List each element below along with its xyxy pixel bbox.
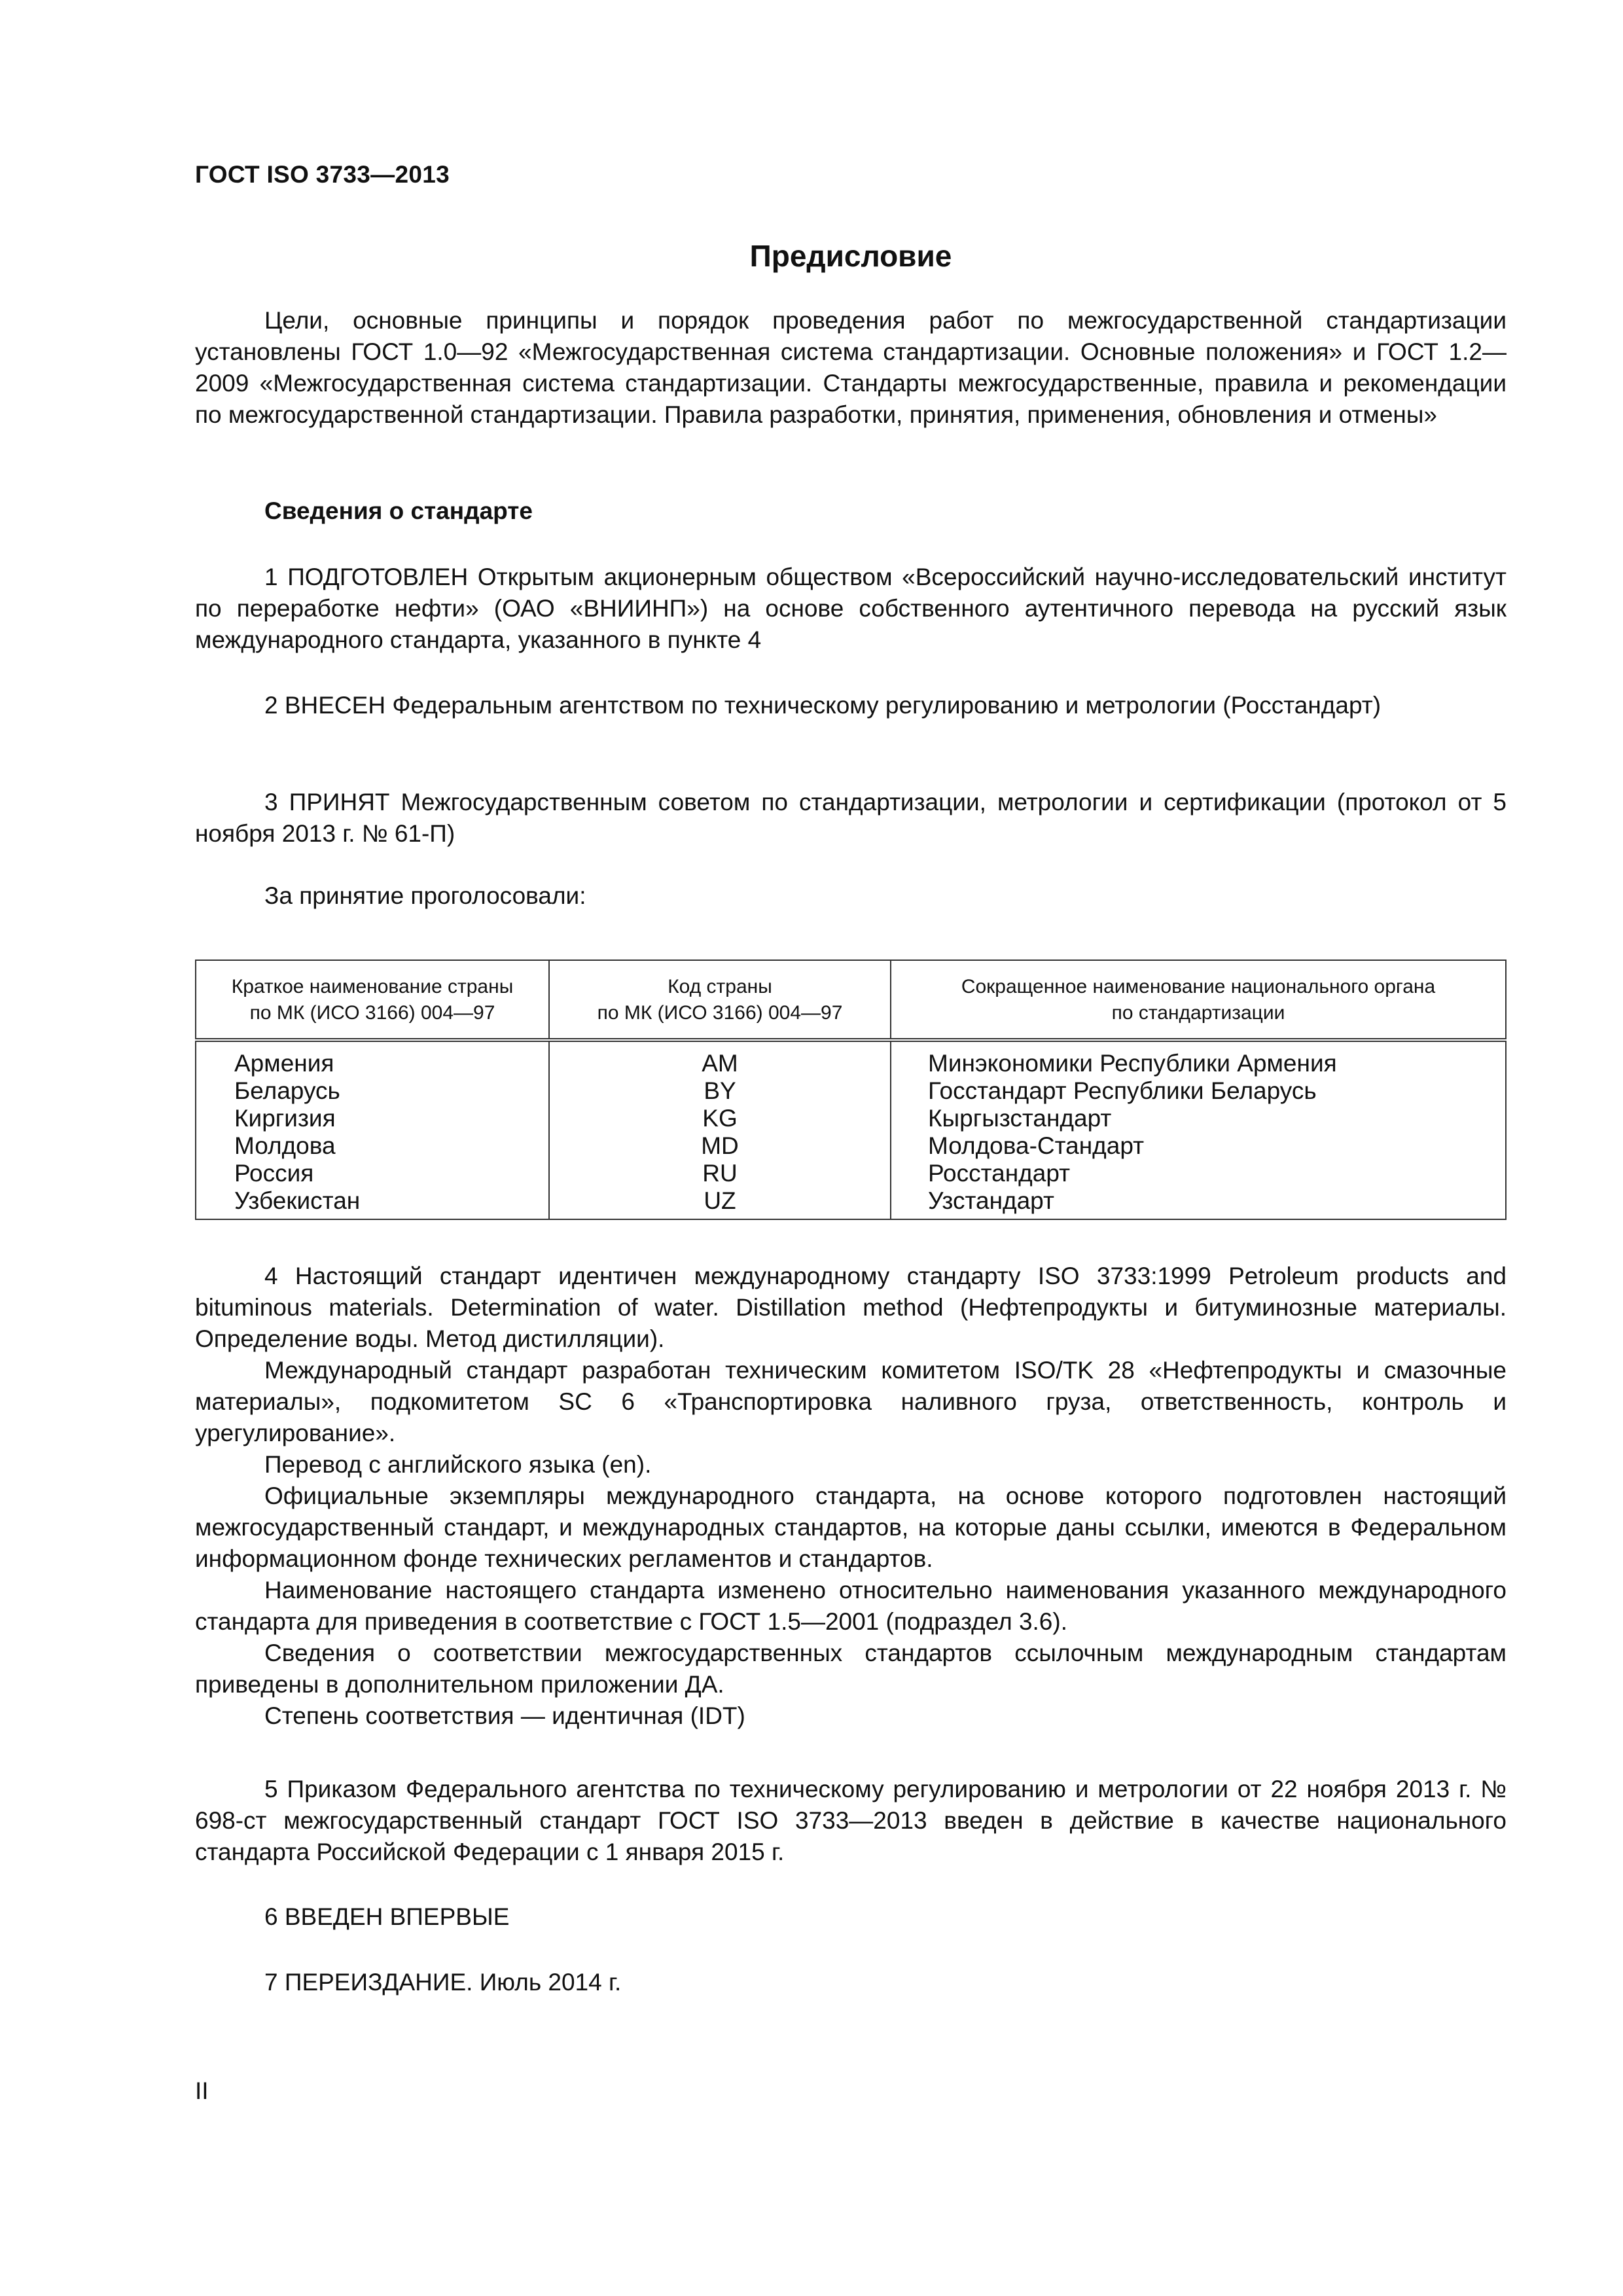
header-country-code: Код страны по МК (ИСО 3166) 004—97	[549, 960, 891, 1040]
item-2-paragraph: 2 ВНЕСЕН Федеральным агентством по техническому регулированию и метрологии (Росстандарт)	[264, 692, 1382, 719]
national-body: Госстандарт Республики Беларусь	[891, 1077, 1506, 1105]
document-id: ГОСТ ISO 3733—2013	[195, 161, 450, 188]
table-row	[196, 1187, 1506, 1219]
item-4-paragraph: Официальные экземпляры международного стандарта, на основе которого подготовлен настоящий межгосударственный стандарт, и международных стандартов, на которые даны ссылки, имеются в Федеральном информационном фонде технических регламентов и стандартов.	[195, 1482, 1507, 1572]
national-body: Росстандарт	[891, 1160, 1506, 1187]
country-name: Киргизия	[196, 1105, 549, 1132]
table-header-row	[196, 960, 1506, 1040]
table-row	[196, 1077, 1506, 1105]
country-code: MD	[549, 1132, 891, 1160]
item-5-paragraph: 5 Приказом Федерального агентства по техническому регулированию и метрологии от 22 ноября 2013 г. № 698-ст межгосударственный стандарт ГОСТ ISO 3733—2013 введен в действие в качестве национального стандарта Российской Федерации с 1 января 2015 г.	[195, 1776, 1507, 1865]
page-title: Предисловие	[749, 239, 952, 273]
table-row	[196, 1132, 1506, 1160]
country-name: Беларусь	[196, 1077, 549, 1105]
national-body: Узстандарт	[891, 1187, 1506, 1219]
country-name: Узбекистан	[196, 1187, 549, 1219]
table-row	[196, 1160, 1506, 1187]
national-body: Молдова-Стандарт	[891, 1132, 1506, 1160]
item-1-paragraph: 1 ПОДГОТОВЛЕН Открытым акционерным обществом «Всероссийский научно-исследовательский институт по переработке нефти» (ОАО «ВНИИНП») на основе собственного аутентичного перевода на русский язык международного стандарта, указанного в пункте 4	[195, 564, 1507, 653]
country-name: Россия	[196, 1160, 549, 1187]
country-code: BY	[549, 1077, 891, 1105]
header-national-body: Сокращенное наименование национального органа по стандартизации	[891, 960, 1506, 1040]
table-row	[196, 1105, 1506, 1132]
item-4-paragraph: Перевод с английского языка (en).	[264, 1451, 652, 1478]
header-country-name: Краткое наименование страны по МК (ИСО 3166) 004—97	[196, 960, 549, 1040]
national-body: Кыргызстандарт	[891, 1105, 1506, 1132]
country-name: Армения	[196, 1040, 549, 1077]
countries-table	[195, 960, 1507, 1220]
page-number: II	[195, 2077, 209, 2104]
country-code: UZ	[549, 1187, 891, 1219]
item-3-paragraph: 3 ПРИНЯТ Межгосударственным советом по стандартизации, метрологии и сертификации (протокол от 5 ноября 2013 г. № 61-П)	[195, 789, 1507, 847]
item-4-paragraph: Международный стандарт разработан техническим комитетом ISO/TK 28 «Нефтепродукты и смазочные материалы», подкомитетом SC 6 «Транспортировка наливного груза, ответственность, контроль и урегулирование».	[195, 1357, 1507, 1446]
item-6-line: 6 ВВЕДЕН ВПЕРВЫЕ	[264, 1903, 510, 1930]
item-4-paragraph: Наименование настоящего стандарта изменено относительно наименования указанного международного стандарта для приведения в соответствие с ГОСТ 1.5—2001 (подраздел 3.6).	[195, 1577, 1507, 1635]
item-4-paragraph: Сведения о соответствии межгосударственных стандартов ссылочным международным стандартам приведены в дополнительном приложении ДА.	[195, 1640, 1507, 1698]
country-name: Молдова	[196, 1132, 549, 1160]
intro-paragraph: Цели, основные принципы и порядок проведения работ по межгосударственной стандартизации установлены ГОСТ 1.0—92 «Межгосударственная система стандартизации. Основные положения» и ГОСТ 1.2—2009 «Межгосударственная система стандартизации. Стандарты межгосударственные, правила и рекомендации по межгосударственной стандартизации. Правила разработки, принятия, применения, обновления и отмены»	[195, 307, 1507, 428]
country-code: KG	[549, 1105, 891, 1132]
item-7-line: 7 ПЕРЕИЗДАНИЕ. Июль 2014 г.	[264, 1969, 622, 1996]
item-4-paragraph: 4 Настоящий стандарт идентичен международному стандарту ISO 3733:1999 Petroleum products and bituminous materials. Determination of water. Distillation method (Нефтепродукты и битуминозные материалы. Определение воды. Метод дистилляции).	[195, 1263, 1507, 1352]
standard-info-heading: Сведения о стандарте	[264, 497, 533, 524]
country-code: RU	[549, 1160, 891, 1187]
vote-label: За принятие проголосовали:	[264, 882, 586, 909]
national-body: Минэкономики Республики Армения	[891, 1040, 1506, 1077]
item-4-paragraph: Степень соответствия — идентичная (IDT)	[264, 1702, 745, 1729]
country-code: AM	[549, 1040, 891, 1077]
item-4-block	[195, 1261, 1507, 1732]
table-row	[196, 1040, 1506, 1077]
